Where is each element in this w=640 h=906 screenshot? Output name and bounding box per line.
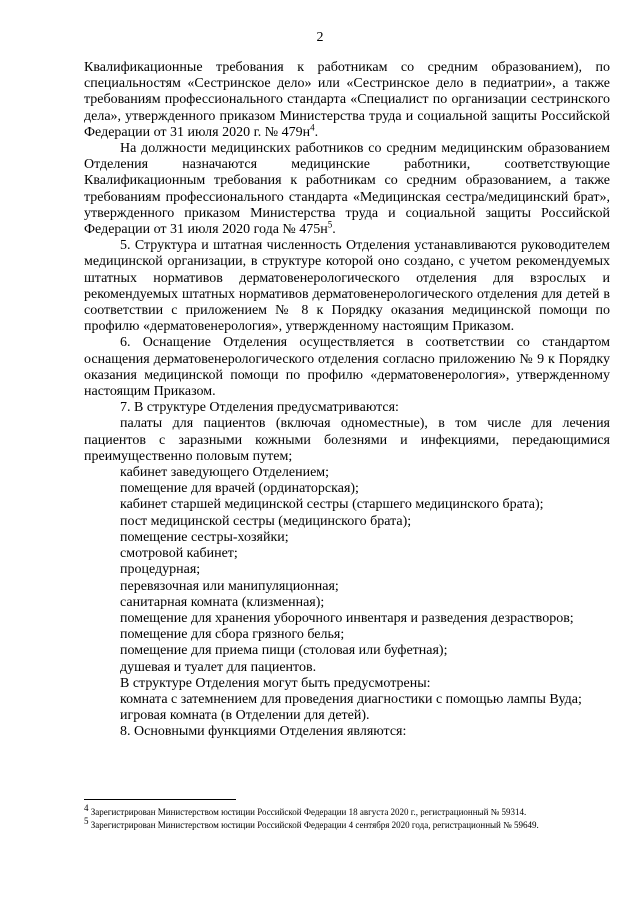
paragraph-wards: палаты для пациентов (включая одноместные), в том числе для лечения пациентов с заразными кожными болезнями и инфекциями, передающимися преимущественно половым путем; <box>84 416 610 464</box>
list-item: помещение для сбора грязного белья; <box>120 627 345 643</box>
paragraph-text: На должности медицинских работников со средним медицинским образованием Отделения назначаются медицинские работники, соответствующие Квалификационным требования к работникам со средним образованием, а также требованиям профессионального стандарта «Медицинская сестра/медицинский брат», утвержденного приказом Министерства труда и социальной защиты Российской Федерации от 31 июля 2020 года № 475н <box>84 141 610 238</box>
paragraph-text: Квалификационные требования к работникам со средним образованием), по специальностям «Сестринское дело» или «Сестринское дело в педиатрии», а также требованиям профессионального стандарта «Специалист по организации сестринского дела», утвержденного приказом Министерства труда и социальной защиты Российской Федерации от 31 июля 2020 г. № 479н <box>84 60 610 140</box>
list-item: помещение для хранения уборочного инвентаря и разведения дезрастворов; <box>120 610 574 626</box>
list-item: процедурная; <box>120 562 201 578</box>
functions-heading: 8. Основными функциями Отделения являются: <box>120 724 407 740</box>
list-item: помещение для врачей (ординаторская); <box>120 481 359 497</box>
footnote-4 <box>84 803 614 819</box>
list-item: душевая и туалет для пациентов. <box>120 659 317 675</box>
paragraph-end: . <box>314 124 319 140</box>
structure-list <box>84 465 610 676</box>
paragraph-end: . <box>332 222 336 238</box>
list-item: кабинет заведующего Отделением; <box>120 465 330 481</box>
list-item: помещение сестры-хозяйки; <box>120 529 289 545</box>
list-item: помещение для приема пищи (столовая или буфетная); <box>120 643 448 659</box>
footnote-text: Зарегистрирован Министерством юстиции Российской Федерации 4 сентября 2020 года, регистрационный № 59649. <box>90 820 539 830</box>
footnote-text: Зарегистрирован Министерством юстиции Российской Федерации 18 августа 2020 г., регистрационный № 59314. <box>90 807 527 817</box>
document-body <box>84 60 610 741</box>
footnote-ref-4: 4 <box>310 122 315 133</box>
paragraph-qualification-continued <box>84 60 610 141</box>
paragraph-nurse-positions <box>84 141 610 238</box>
list-item: игровая комната (в Отделении для детей). <box>120 708 370 724</box>
list-item: комната с затемнением для проведения диагностики с помощью лампы Вуда; <box>120 691 582 707</box>
list-item: санитарная комната (клизменная); <box>120 594 325 610</box>
footnote-ref-5: 5 <box>327 219 333 230</box>
optional-structure-heading: В структуре Отделения могут быть предусмотрены: <box>120 675 431 691</box>
paragraph-equipment: 6. Оснащение Отделения осуществляется в соответствии со стандартом оснащения дерматовенерологического отделения согласно приложению № 9 к Порядку оказания медицинской помощи по профилю «дерматовенерология», утвержденному настоящим Приказом. <box>84 335 610 400</box>
page-number: 2 <box>316 30 324 45</box>
footnote-mark: 5 <box>84 816 89 826</box>
optional-structure-list <box>84 692 610 724</box>
list-item: смотровой кабинет; <box>120 546 238 562</box>
list-item: кабинет старшей медицинской сестры (старшего медицинского брата); <box>120 497 544 513</box>
list-item: пост медицинской сестры (медицинского брата); <box>120 513 412 529</box>
paragraph-structure-heading: 7. В структуре Отделения предусматриваются: <box>120 400 399 416</box>
paragraph-structure-staffing: 5. Структура и штатная численность Отделения устанавливаются руководителем медицинской организации, в структуре которой оно создано, с учетом рекомендуемых штатных нормативов дерматовенерологического отделения для взрослых и рекомендуемых штатных нормативов дерматовенерологического отделения для детей в соответствии с приложением № 8 к Порядку оказания медицинской помощи по профилю «дерматовенерология», утвержденному настоящим Приказом. <box>84 238 610 335</box>
footnote-separator <box>84 799 236 800</box>
footnotes <box>84 803 614 832</box>
footnote-mark: 4 <box>84 803 89 813</box>
list-item: перевязочная или манипуляционная; <box>120 578 339 594</box>
footnote-5 <box>84 816 614 832</box>
